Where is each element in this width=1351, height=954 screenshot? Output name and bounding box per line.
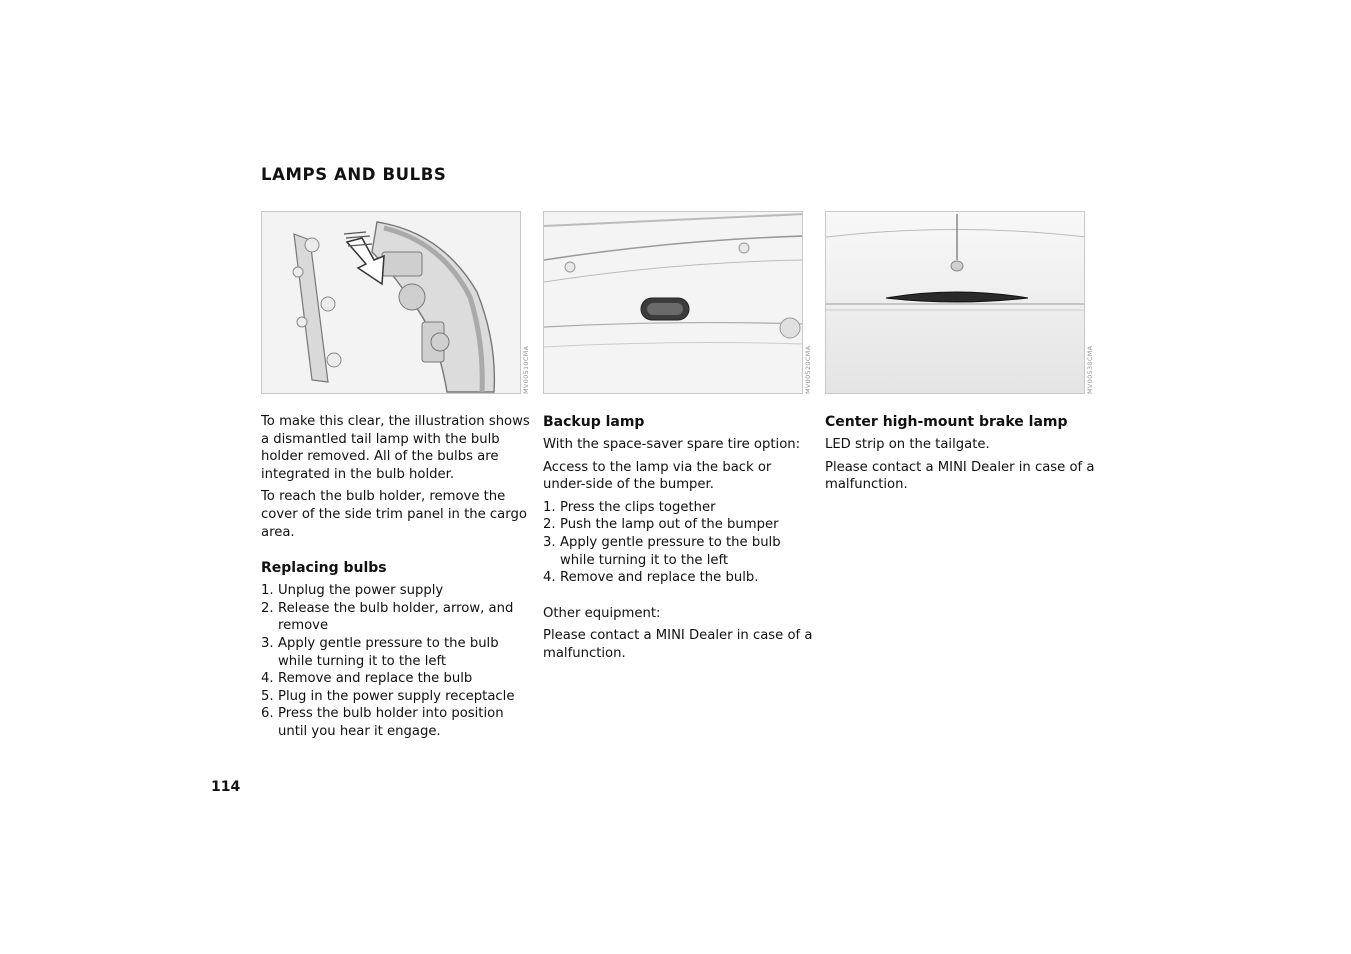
list-item: 5. Plug in the power supply receptacle (261, 688, 515, 704)
list-item: 4. Remove and replace the bulb. (543, 570, 759, 586)
list-item: 2. Release the bulb holder, arrow, and remove (261, 600, 514, 634)
paragraph: With the space-saver spare tire option: (543, 437, 801, 452)
paragraph: LED strip on the tailgate. (825, 437, 990, 452)
figure-code: MV00520CMA (804, 345, 812, 394)
subheading-brake-lamp: Center high-mount brake lamp (825, 414, 1068, 430)
figure-code: MV00510CMA (522, 345, 530, 394)
column-tail-lamp (261, 413, 531, 746)
list-item: 4. Remove and replace the bulb (261, 671, 473, 687)
column-backup-lamp (543, 413, 813, 668)
list-item: 6. Press the bulb holder into position until you hear it engage. (261, 706, 504, 739)
backup-lamp-illustration (543, 211, 803, 394)
tail-lamp-illustration (261, 211, 521, 394)
paragraph: Please contact a MINI Dealer in case of a malfunction. (825, 459, 1095, 493)
section-title: LAMPS AND BULBS (261, 165, 447, 184)
subheading-backup-lamp: Backup lamp (543, 414, 645, 430)
intro-paragraph: To reach the bulb holder, remove the cover of the side trim panel in the cargo area. (261, 489, 527, 540)
page-number: 114 (211, 779, 241, 795)
list-item: 3. Apply gentle pressure to the bulb while turning it to the left (261, 635, 499, 669)
column-brake-lamp (825, 413, 1095, 499)
paragraph: Other equipment: (543, 605, 661, 621)
paragraph: Access to the lamp via the back or under-side of the bumper. (543, 459, 772, 493)
steps-list (261, 582, 531, 740)
list-item: 2. Push the lamp out of the bumper (543, 517, 779, 533)
subheading-replacing-bulbs: Replacing bulbs (261, 560, 387, 577)
intro-paragraph: To make this clear, the illustration shows a dismantled tail lamp with the bulb holder removed. All of the bulbs are integrated in the bulb holder. (261, 414, 530, 482)
list-item: 3. Apply gentle pressure to the bulb while turning it to the left (543, 534, 781, 568)
steps-list (543, 499, 813, 587)
list-item: 1. Unplug the power supply (261, 583, 444, 599)
list-item: 1. Press the clips together (543, 499, 716, 515)
paragraph: Please contact a MINI Dealer in case of a malfunction. (543, 628, 813, 661)
brake-lamp-illustration (825, 211, 1085, 394)
figure-code: MV00530CMA (1086, 345, 1094, 394)
